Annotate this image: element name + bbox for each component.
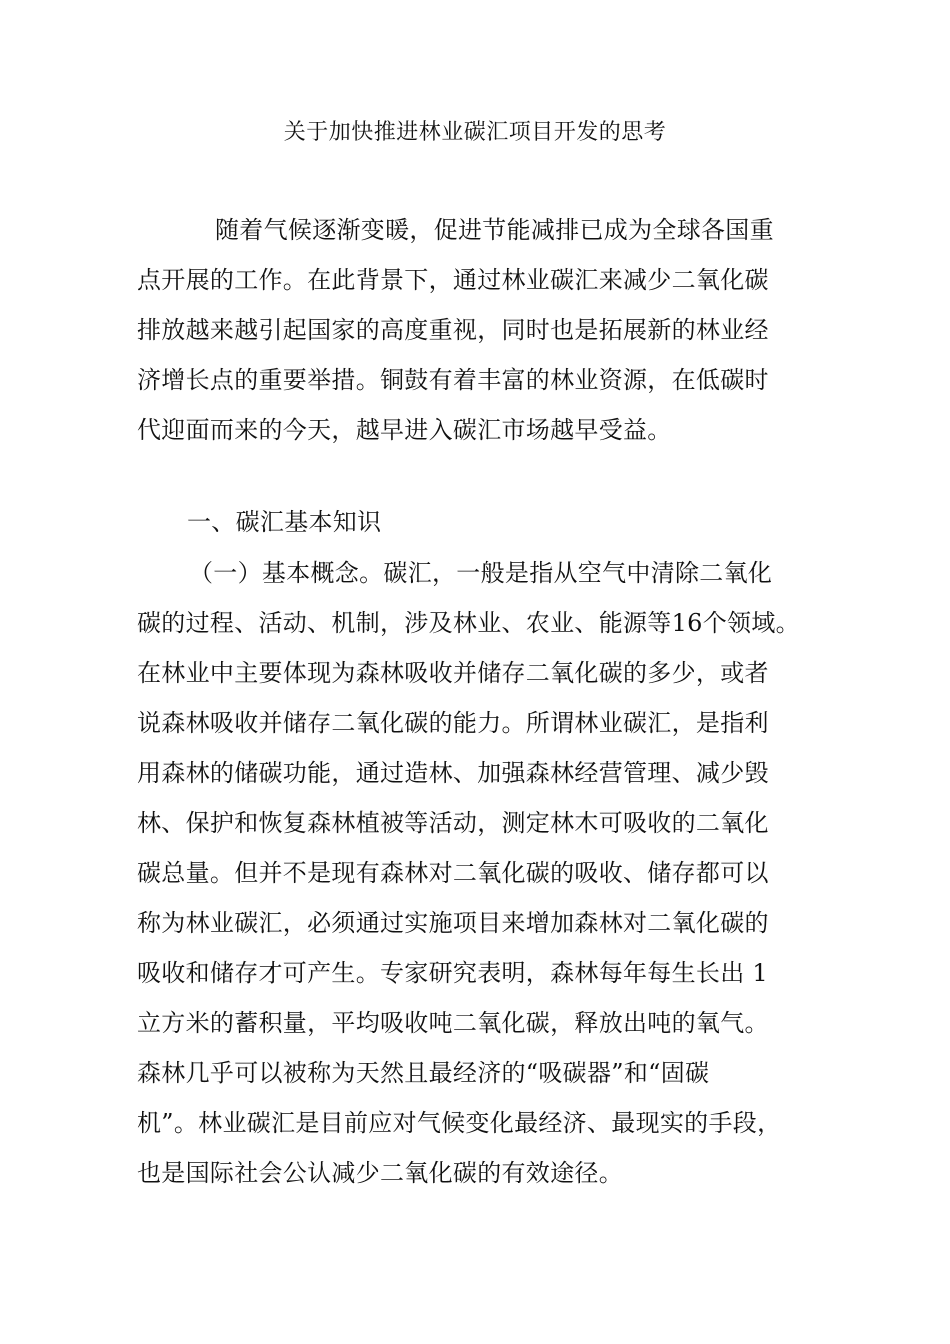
paragraph-line: 碳的过程、活动、机制，涉及林业、农业、能源等16个领域。	[137, 609, 800, 637]
paragraph-line: 排放越来越引起国家的高度重视，同时也是拓展新的林业经	[137, 316, 769, 344]
paragraph-line: 立方米的蓄积量，平均吸收吨二氧化碳，释放出吨的氧气。	[137, 1009, 769, 1037]
paragraph-line: 代迎面而来的今天，越早进入碳汇市场越早受益。	[137, 416, 672, 444]
paragraph-line: 也是国际社会公认减少二氧化碳的有效途径。	[137, 1159, 623, 1187]
paragraph-line: 在林业中主要体现为森林吸收并储存二氧化碳的多少，或者	[137, 659, 769, 687]
paragraph-line: 林、保护和恢复森林植被等活动，测定林木可吸收的二氧化	[137, 809, 769, 837]
paragraph-line: 点开展的工作。在此背景下，通过林业碳汇来减少二氧化碳	[137, 266, 769, 294]
section-heading-text: 一、碳汇基本知识	[187, 508, 382, 536]
paragraph-line: 济增长点的重要举措。铜鼓有着丰富的林业资源，在低碳时	[137, 366, 769, 394]
paragraph-line: 森林几乎可以被称为天然且最经济的“吸碳器”和“固碳	[137, 1059, 710, 1087]
paragraph-line: （一）基本概念。碳汇，一般是指从空气中清除二氧化	[189, 559, 773, 587]
section1-paragraph	[137, 548, 827, 1198]
section-heading	[137, 497, 827, 547]
paragraph-line: 用森林的储碳功能，通过造林、加强森林经营管理、减少毁	[137, 759, 769, 787]
paragraph-line: 称为林业碳汇，必须通过实施项目来增加森林对二氧化碳的	[137, 909, 769, 937]
paragraph-line: 说森林吸收并储存二氧化碳的能力。所谓林业碳汇，是指利	[137, 709, 769, 737]
paragraph-line: 机”。林业碳汇是目前应对气候变化最经济、最现实的手段，	[137, 1109, 782, 1137]
paragraph-line: 碳总量。但并不是现有森林对二氧化碳的吸收、储存都可以	[137, 859, 769, 887]
intro-paragraph	[137, 205, 827, 455]
document-title: 关于加快推进林业碳汇项目开发的思考	[283, 120, 667, 145]
paragraph-line: 随着气候逐渐变暖，促进节能减排已成为全球各国重	[215, 216, 774, 244]
paragraph-line: 吸收和储存才可产生。专家研究表明，森林每年每生长出 1	[137, 959, 768, 987]
